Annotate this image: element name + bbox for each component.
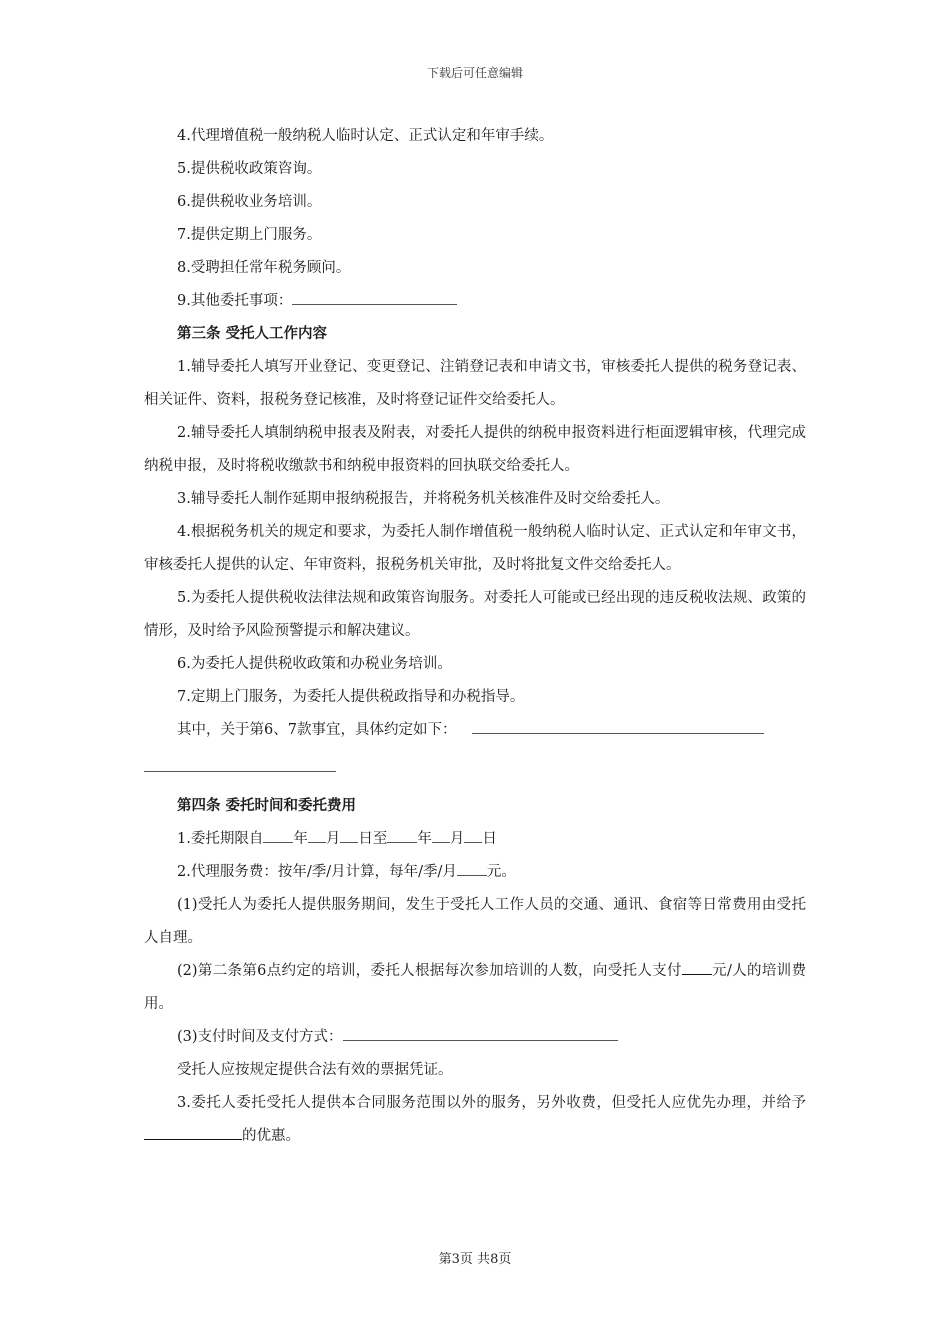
training-fee-blank[interactable] (682, 960, 712, 975)
clause-item: 4.根据税务机关的规定和要求，为委托人制作增值税一般纳税人临时认定、正式认定和年审文书，审核委托人提供的认定、年审资料，报税务机关审批，及时将批复文件交给委托人。 (144, 524, 806, 573)
term-line (144, 823, 806, 856)
footer-mid: 页 共 (459, 1252, 491, 1267)
payment-label: (3)支付时间及支付方式： (177, 1029, 343, 1045)
other-label: 9.其他委托事项： (177, 293, 293, 309)
fee-unit: 元。 (486, 864, 516, 880)
clause-item: 1.辅导委托人填写开业登记、变更登记、注销登记表和申请文书，审核委托人提供的税务登记表、相关证件、资料，报税务登记核准，及时将登记证件交给委托人。 (144, 359, 806, 408)
fee-item-2 (144, 955, 806, 1021)
term-label: 1.委托期限自 (177, 831, 264, 847)
end-day-blank[interactable] (464, 828, 482, 843)
start-year-blank[interactable] (263, 828, 293, 843)
section-title: 第四条 委托时间和委托费用 (177, 798, 357, 814)
section-title: 第三条 受托人工作内容 (177, 326, 328, 342)
clause-item: 5.提供税收政策咨询。 (177, 161, 322, 177)
end-month-blank[interactable] (432, 828, 450, 843)
fee-amount-blank[interactable] (457, 861, 487, 876)
end-year-blank[interactable] (387, 828, 417, 843)
clause-item: 8.受聘担任常年税务顾问。 (177, 260, 351, 276)
page-footer (0, 1248, 950, 1267)
extra-service-label: 3.委托人委托受托人提供本合同服务范围以外的服务，另外收费，但受托人应优先办理，并给予 (177, 1095, 806, 1111)
fee-line (144, 856, 806, 889)
clause-item: 7.定期上门服务，为委托人提供税政指导和办税指导。 (177, 689, 525, 705)
page-header: 下载后可任意编辑 (426, 66, 523, 80)
clause-item: 2.辅导委托人填制纳税申报表及附表，对委托人提供的纳税申报资料进行柜面逻辑审核，代理完成纳税申报，及时将税收缴款书和纳税申报资料的回执联交给委托人。 (144, 425, 806, 474)
extra-service-line (144, 1087, 806, 1153)
discount-blank[interactable] (144, 1125, 242, 1140)
spacer (144, 780, 806, 790)
training-fee-label: (2)第二条第6点约定的培训，委托人根据每次参加培训的人数，向受托人支付 (177, 963, 682, 979)
discount-unit: 的优惠。 (242, 1128, 300, 1144)
start-month-blank[interactable] (308, 828, 326, 843)
footer-prefix: 第 (438, 1252, 452, 1267)
month-unit: 月 (449, 831, 465, 847)
agreement-label: 其中，关于第6、7款事宜，具体约定如下： (177, 722, 457, 738)
clause-item: 6.为委托人提供税收政策和办税业务培训。 (177, 656, 452, 672)
year-unit: 年 (417, 831, 432, 847)
clause-item-other (144, 285, 806, 318)
clause-item: 7.提供定期上门服务。 (177, 227, 322, 243)
fee-item-1: (1)受托人为委托人提供服务期间，发生于受托人工作人员的交通、通讯、食宿等日常费用由受托人自理。 (144, 897, 806, 946)
payment-blank[interactable] (343, 1026, 618, 1041)
clause-item: 4.代理增值税一般纳税人临时认定、正式认定和年审手续。 (177, 128, 554, 144)
clause-item: 5.为委托人提供税收法律法规和政策咨询服务。对委托人可能或已经出现的违反税收法规、政策的情形，及时给予风险预警提示和解决建议。 (144, 590, 806, 639)
clause-item: 6.提供税收业务培训。 (177, 194, 322, 210)
other-blank[interactable] (292, 290, 457, 305)
start-day-blank[interactable] (340, 828, 358, 843)
agreement-continuation (144, 747, 806, 780)
day-unit: 日 (482, 831, 497, 847)
total-pages: 8 (490, 1252, 499, 1267)
fee-item-3 (144, 1021, 806, 1054)
month-unit: 月 (325, 831, 341, 847)
fee-label: 2.代理服务费：按年/季/月计算，每年/季/月 (177, 864, 457, 880)
receipt-line: 受托人应按规定提供合法有效的票据凭证。 (177, 1062, 453, 1078)
agreement-line (144, 714, 806, 747)
agreement-blank[interactable] (472, 719, 764, 734)
page-number: 3 (451, 1252, 460, 1267)
year-unit: 年 (293, 831, 308, 847)
day-to-unit: 日至 (358, 831, 388, 847)
agreement-blank-2[interactable] (144, 757, 336, 772)
training-fee-unit: 元/人的培训费用。 (144, 963, 806, 1012)
footer-suffix: 页 (498, 1252, 512, 1267)
document-body (144, 120, 806, 1153)
clause-item: 3.辅导委托人制作延期申报纳税报告，并将税务机关核准件及时交给委托人。 (177, 491, 670, 507)
